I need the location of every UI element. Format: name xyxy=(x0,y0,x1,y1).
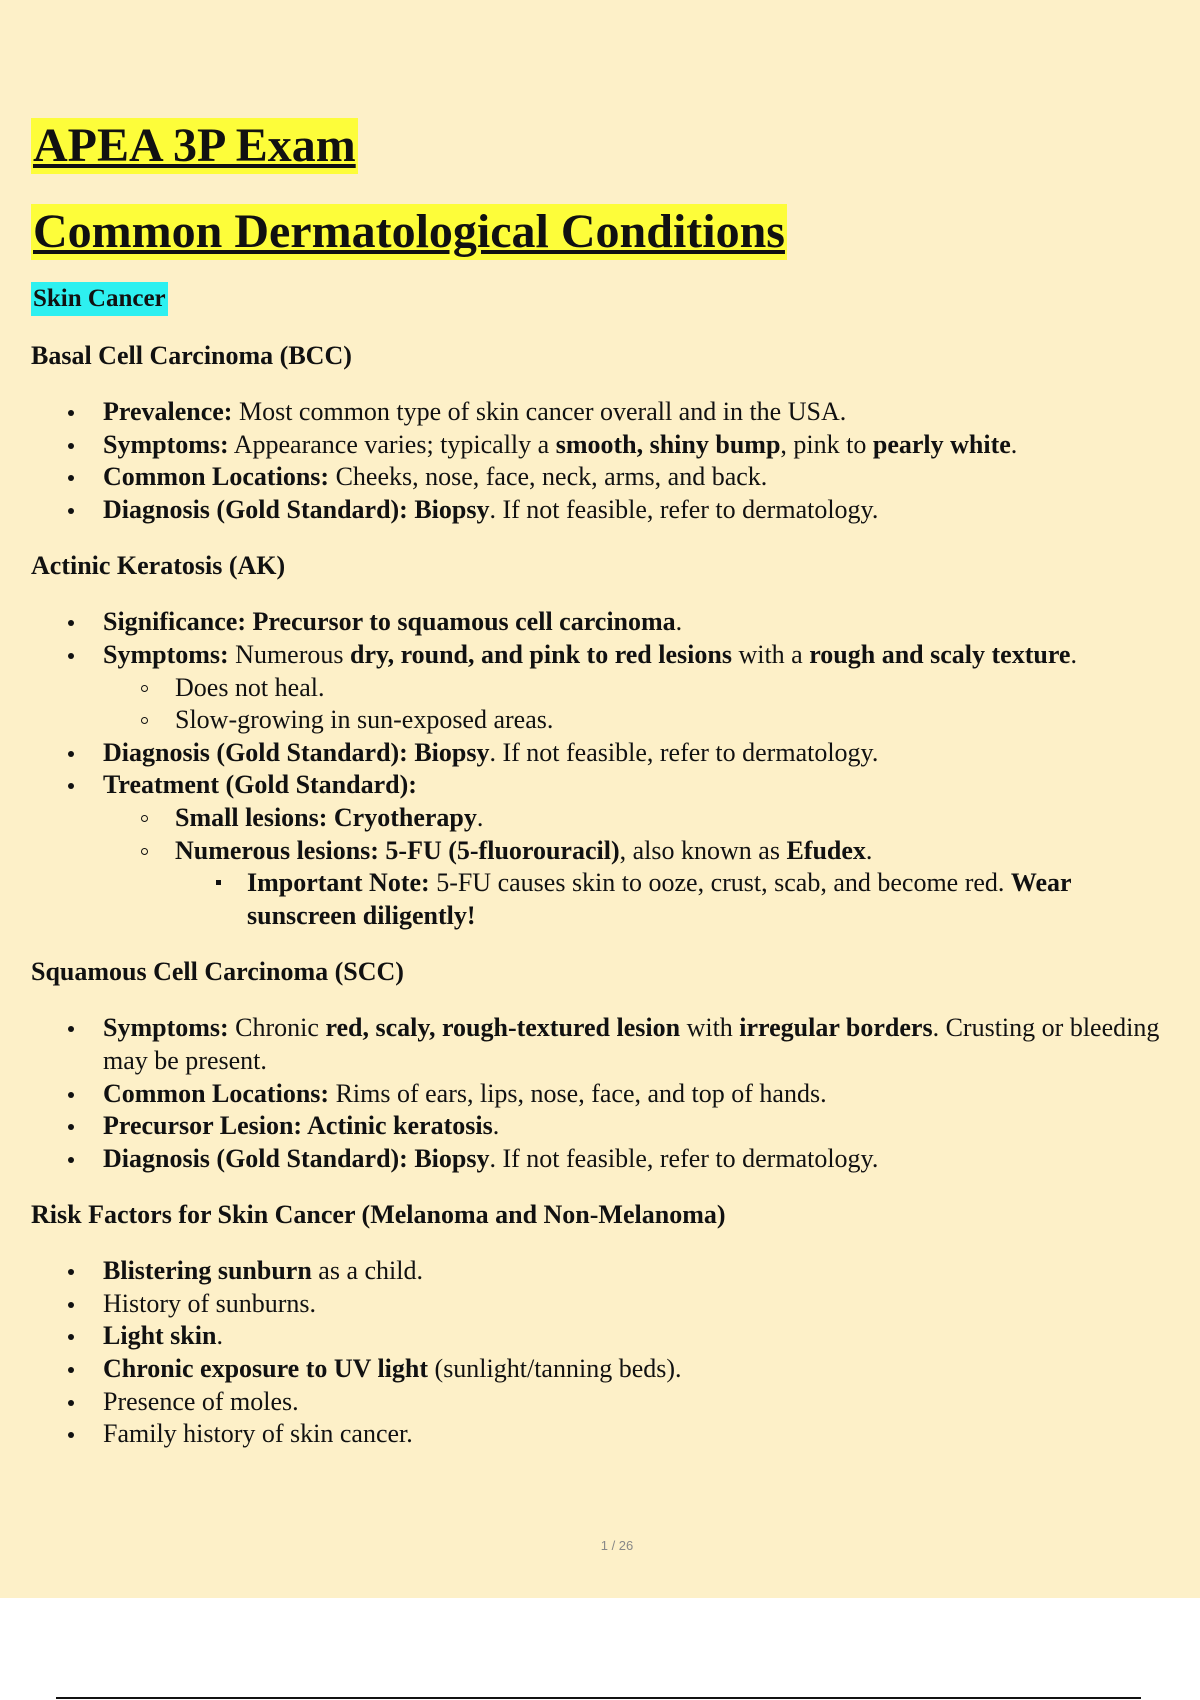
item-label: Diagnosis (Gold Standard): Biopsy xyxy=(103,1143,490,1173)
ak-list xyxy=(31,606,1171,932)
list-item xyxy=(31,1143,1171,1176)
list-item xyxy=(31,606,1171,639)
list-item xyxy=(31,429,1171,462)
item-text: . xyxy=(492,1111,500,1141)
item-text: . xyxy=(865,835,873,865)
item-label: Precursor Lesion: Actinic keratosis xyxy=(103,1111,493,1141)
item-label: Common Locations: xyxy=(103,1078,330,1108)
list-item: Family history of skin cancer. xyxy=(31,1418,1171,1451)
item-emphasis: irregular borders xyxy=(739,1013,933,1043)
item-text: Numerous xyxy=(228,639,350,669)
item-emphasis: Wear sunscreen diligently! xyxy=(247,868,1072,930)
list-item xyxy=(31,1078,1171,1111)
item-emphasis: Blistering sunburn xyxy=(103,1256,312,1286)
list-item xyxy=(31,1110,1171,1143)
list-item xyxy=(31,396,1171,429)
sub-list xyxy=(103,802,1171,932)
item-text: . xyxy=(1010,429,1018,459)
item-label: Small lesions: Cryotherapy xyxy=(175,802,477,832)
heading-ak: Actinic Keratosis (AK) xyxy=(31,551,286,581)
list-item xyxy=(31,769,1171,932)
item-text: . If not feasible, refer to dermatology. xyxy=(489,1143,879,1173)
list-item xyxy=(31,1353,1171,1386)
document-title: APEA 3P Exam xyxy=(33,119,356,172)
item-text: , also known as xyxy=(619,835,787,865)
sub-list-item xyxy=(103,835,1171,933)
item-text: Chronic xyxy=(228,1013,326,1043)
item-emphasis: red, scaly, rough-textured lesion xyxy=(325,1013,681,1043)
section-label-skin-cancer: Skin Cancer xyxy=(31,282,168,316)
list-item: History of sunburns. xyxy=(31,1288,1171,1321)
item-emphasis: Efudex xyxy=(786,835,866,865)
item-text: with xyxy=(680,1013,740,1043)
item-text: , pink to xyxy=(780,429,873,459)
item-label: Symptoms: xyxy=(103,429,229,459)
item-text: . If not feasible, refer to dermatology. xyxy=(489,494,879,524)
item-label: Symptoms: xyxy=(103,1013,229,1043)
list-item xyxy=(31,461,1171,494)
item-text: Appearance varies; typically a xyxy=(228,429,556,459)
list-item: Presence of moles. xyxy=(31,1386,1171,1419)
item-text: . If not feasible, refer to dermatology. xyxy=(489,737,879,767)
item-text: (sunlight/tanning beds). xyxy=(428,1354,682,1384)
item-text: . xyxy=(216,1321,223,1351)
list-item xyxy=(31,1255,1171,1288)
item-label: Symptoms: xyxy=(103,639,229,669)
item-text: . xyxy=(1070,639,1077,669)
sub-list xyxy=(103,672,1171,737)
item-text: as a child. xyxy=(311,1256,423,1286)
item-emphasis: rough and scaly texture xyxy=(809,639,1071,669)
item-text: Cheeks, nose, face, neck, arms, and back. xyxy=(329,462,768,492)
risk-list xyxy=(31,1255,1171,1451)
item-text: 5-FU causes skin to ooze, crust, scab, and become red. xyxy=(429,868,1011,898)
item-emphasis: smooth, shiny bump xyxy=(555,429,781,459)
item-text: Rims of ears, lips, nose, face, and top of hands. xyxy=(329,1078,827,1108)
page-number: 1 / 26 xyxy=(600,1538,634,1553)
item-emphasis: pearly white xyxy=(872,429,1011,459)
item-label: Significance: Precursor to squamous cell carcinoma xyxy=(103,607,676,637)
item-label: Common Locations: xyxy=(103,462,330,492)
bcc-list xyxy=(31,396,1171,526)
item-label: Numerous lesions: 5-FU (5-fluorouracil) xyxy=(175,835,620,865)
page-divider xyxy=(56,1697,1141,1699)
item-text: . xyxy=(675,607,683,637)
list-item xyxy=(31,1320,1171,1353)
item-text: Most common type of skin cancer overall and in the USA. xyxy=(232,397,847,426)
sub-list-item: Slow-growing in sun-exposed areas. xyxy=(103,704,1171,737)
item-label: Important Note: xyxy=(247,868,430,898)
heading-scc: Squamous Cell Carcinoma (SCC) xyxy=(31,957,404,987)
document-subtitle: Common Dermatological Conditions xyxy=(33,205,785,258)
item-label: Diagnosis (Gold Standard): Biopsy xyxy=(103,494,490,524)
item-text: . xyxy=(476,802,484,832)
page-content xyxy=(31,118,1171,1474)
item-label: Diagnosis (Gold Standard): Biopsy xyxy=(103,737,490,767)
item-emphasis: Chronic exposure to UV light xyxy=(103,1354,429,1384)
sub-list-item: Does not heal. xyxy=(103,672,1171,705)
sub-list-item xyxy=(103,802,1171,835)
item-emphasis: dry, round, and pink to red lesions xyxy=(350,639,732,669)
heading-bcc: Basal Cell Carcinoma (BCC) xyxy=(31,341,352,370)
sub-sub-list-item xyxy=(175,867,1171,932)
list-item xyxy=(31,1012,1171,1077)
sub-sub-list xyxy=(175,867,1171,932)
item-emphasis: Light skin xyxy=(103,1321,217,1351)
list-item xyxy=(31,737,1171,770)
item-text: . Crusting or bleeding may be present. xyxy=(103,1013,1160,1075)
item-label: Prevalence: xyxy=(103,397,233,426)
item-label: Treatment (Gold Standard): xyxy=(103,770,417,800)
item-text: with a xyxy=(731,639,810,669)
list-item xyxy=(31,494,1171,527)
list-item xyxy=(31,639,1171,737)
scc-list xyxy=(31,1012,1171,1175)
heading-risk-factors: Risk Factors for Skin Cancer (Melanoma and Non-Melanoma) xyxy=(31,1200,726,1230)
